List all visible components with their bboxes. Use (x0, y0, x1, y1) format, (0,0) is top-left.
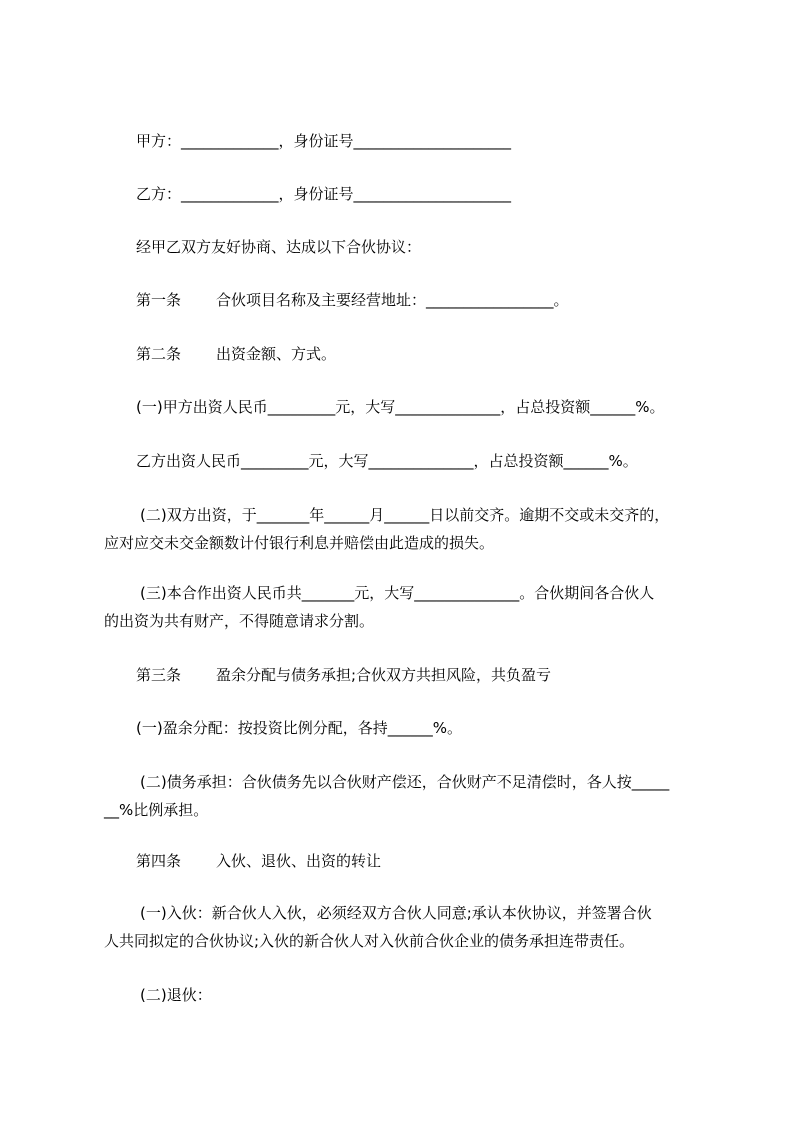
article-2-clause-2-line-1: (二)双方出资，于_______年______月______日以前交齐。逾期不交或未交齐的， (140, 506, 670, 524)
article-4 (136, 851, 793, 871)
preamble: 经甲乙双方友好协商、达成以下合伙协议： (136, 238, 422, 256)
article-4-clause-1-line-2: 人共同拟定的合伙协议;入伙的新合伙人对入伙前合伙企业的债务承担连带责任。 (104, 932, 635, 950)
article-2-text: 出资金额、方式。 (216, 345, 337, 363)
article-1-text: 合伙项目名称及主要经营地址：_________________。 (216, 291, 569, 309)
article-4-clause-2: (二)退伙： (140, 986, 212, 1004)
article-2 (136, 344, 793, 364)
article-2-clause-3-line-2: 的出资为共有财产，不得随意请求分割。 (104, 612, 375, 630)
article-3-text: 盈余分配与债务承担;合伙双方共担风险，共负盈亏 (216, 666, 552, 684)
article-1 (136, 290, 793, 310)
article-3-number: 第三条 (136, 666, 182, 684)
article-1-number: 第一条 (136, 291, 182, 309)
article-2-number: 第二条 (136, 345, 182, 363)
article-2-clause-2-line-2: 应对应交未交金额数计付银行利息并赔偿由此造成的损失。 (104, 534, 495, 552)
party-a-line: 甲方：_____________，身份证号_____________________ (136, 132, 512, 150)
article-4-text: 入伙、退伙、出资的转让 (216, 852, 382, 870)
article-2-clause-1b: 乙方出资人民币_________元，大写______________，占总投资额______%。 (136, 452, 638, 470)
article-3-clause-1: (一)盈余分配：按投资比例分配，各持______%。 (136, 719, 462, 737)
party-b-line: 乙方：_____________，身份证号_____________________ (136, 185, 512, 203)
article-3 (136, 665, 793, 685)
article-4-number: 第四条 (136, 852, 182, 870)
article-4-clause-1-line-1: (一)入伙：新合伙人入伙，必须经双方合伙人同意;承认本伙协议，并签署合伙 (140, 904, 652, 922)
article-3-clause-2-line-1: (二)债务承担：合伙债务先以合伙财产偿还，合伙财产不足清偿时，各人按_____ (140, 773, 670, 791)
article-2-clause-3-line-1: (三)本合作出资人民币共_______元，大写______________。合伙期间各合伙人 (140, 584, 655, 602)
article-2-clause-1: (一)甲方出资人民币_________元，大写______________，占总投资额______%。 (136, 398, 665, 416)
article-3-clause-2-line-2: __%比例承担。 (104, 801, 209, 819)
